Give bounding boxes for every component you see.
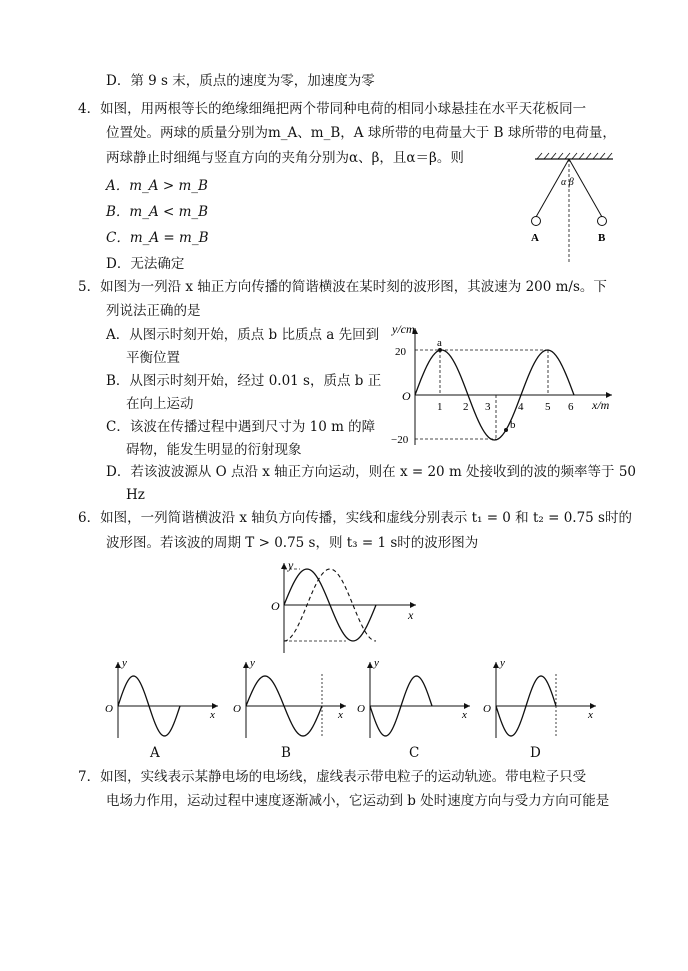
q5-stem-line2: 列说法正确的是	[106, 303, 201, 319]
q5-wave-graph	[390, 320, 620, 450]
q5-xtick-3: 3	[485, 401, 491, 413]
q4-ball-b-label: B	[598, 232, 606, 244]
q6-choice-b-label: B	[281, 745, 291, 761]
q5-option-a-line1: A．从图示时刻开始，质点 b 比质点 a 先回到	[106, 327, 380, 343]
q6-choice-y-label: y	[250, 657, 255, 669]
q5-option-c-line2: 碍物，能发生明显的衍射现象	[126, 442, 302, 458]
q6-choice-b-figure	[228, 656, 358, 741]
q6-choice-x-label: x	[210, 709, 215, 721]
q5-option-c-line1: C．该波在传播过程中遇到尺寸为 10 m 的障	[106, 419, 376, 435]
q6-choice-a-label: A	[150, 745, 160, 761]
q6-choice-origin: O	[105, 703, 113, 715]
q7-stem-line2: 电场力作用，运动过程中速度逐渐减小，它运动到 b 处时速度方向与受力方向可能是	[106, 793, 610, 809]
q5-ylabel: y/cm	[392, 322, 415, 336]
q5-point-b: b	[510, 419, 516, 431]
q4-ball-a-label: A	[531, 232, 539, 244]
q6-origin: O	[271, 599, 280, 613]
q5-option-a-line2: 平衡位置	[126, 350, 180, 366]
q5-ytick-20: 20	[395, 346, 406, 358]
q6-choice-d-label: D	[530, 745, 541, 761]
q4-option-a: A．m_A > m_B	[106, 178, 208, 194]
q4-stem-line3: 两球静止时细绳与竖直方向的夹角分别为α、β，且α＝β。则	[106, 150, 464, 166]
q5-option-b-line1: B．从图示时刻开始，经过 0.01 s，质点 b 正	[106, 373, 382, 389]
q6-choice-x-label: x	[462, 709, 467, 721]
q5-option-b-line2: 在向上运动	[126, 396, 194, 412]
q5-xtick-4: 4	[518, 401, 524, 413]
q7-stem-line1: 7．如图，实线表示某静电场的电场线，虚线表示带电粒子的运动轨迹。带电粒子只受	[78, 769, 587, 785]
q6-choice-d-figure	[478, 656, 608, 741]
q5-xtick-2: 2	[463, 401, 469, 413]
q5-xtick-1: 1	[437, 401, 443, 413]
q6-choice-x-label: x	[338, 709, 343, 721]
q6-choice-c-figure	[352, 656, 482, 741]
q6-y-label: y	[288, 558, 294, 572]
q5-ytick-neg20: −20	[391, 434, 409, 446]
q4-stem-line2: 位置处。两球的质量分别为m_A、m_B，A 球所带的电荷量大于 B 球所带的电荷量，	[106, 125, 616, 141]
q6-choice-x-label: x	[588, 709, 593, 721]
q4-angle-label: α β	[561, 177, 574, 188]
q5-option-d-line1: D．若该波波源从 O 点沿 x 轴正方向运动，则在 x = 20 m 处接收到的波的频率等于 50	[106, 464, 636, 480]
q4-stem-line1: 4．如图，用两根等长的绝缘细绳把两个带同种电荷的相同小球悬挂在水平天花板同一	[78, 101, 587, 117]
q4-option-b: B．m_A < m_B	[106, 204, 209, 220]
q5-origin: O	[402, 389, 411, 403]
q6-main-figure	[268, 557, 428, 655]
q4-option-d: D．无法确定	[106, 256, 185, 272]
q5-xtick-6: 6	[568, 401, 574, 413]
q6-choice-c-label: C	[409, 745, 420, 761]
q6-choice-y-label: y	[500, 657, 505, 669]
q5-xtick-5: 5	[545, 401, 551, 413]
q3-option-d: D．第 9 s 末，质点的速度为零，加速度为零	[106, 73, 375, 89]
q6-choice-a-figure	[100, 656, 230, 741]
q5-point-a: a	[437, 337, 442, 349]
q6-choice-origin: O	[483, 703, 491, 715]
q6-x-label: x	[408, 608, 414, 622]
q6-choice-y-label: y	[122, 657, 127, 669]
q6-choice-origin: O	[357, 703, 365, 715]
q6-stem-line2: 波形图。若该波的周期 T > 0.75 s，则 t₃ = 1 s时的波形图为	[106, 535, 479, 551]
q6-choice-y-label: y	[374, 657, 379, 669]
q4-option-c: C．m_A = m_B	[106, 230, 209, 246]
q4-pendulum-figure	[525, 150, 625, 260]
q5-xlabel: x/m	[592, 398, 610, 412]
q6-stem-line1: 6．如图，一列简谐横波沿 x 轴负方向传播，实线和虚线分别表示 t₁ = 0 和 t₂ = 0.75 s时的	[78, 510, 632, 526]
q5-option-d-line2: Hz	[126, 487, 145, 503]
q6-choice-origin: O	[233, 703, 241, 715]
q5-stem-line1: 5．如图为一列沿 x 轴正方向传播的简谐横波在某时刻的波形图，其波速为 200 m/s。下	[78, 279, 607, 295]
